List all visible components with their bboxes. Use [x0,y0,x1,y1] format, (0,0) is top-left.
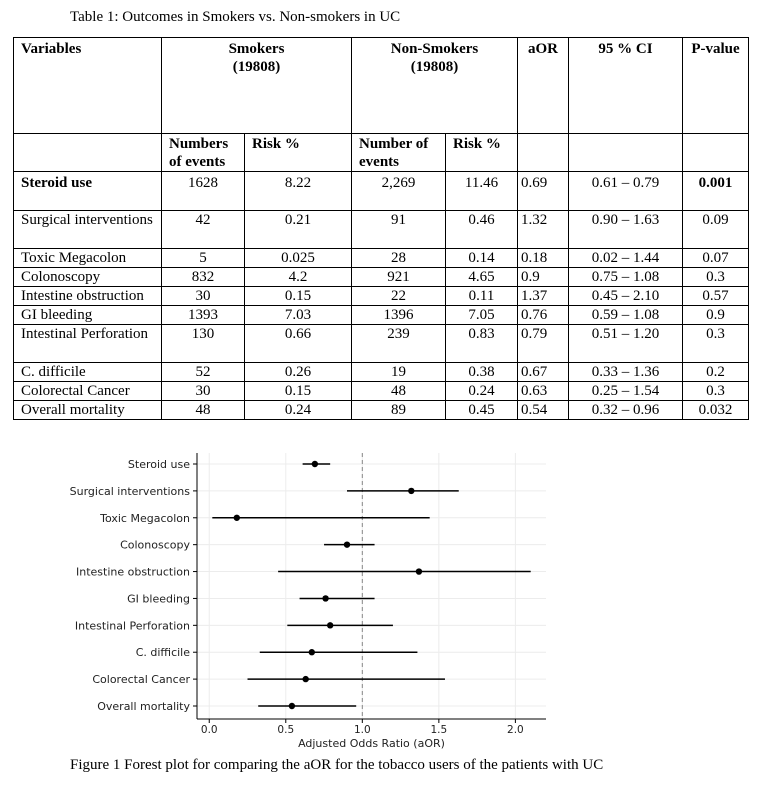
cell-smokers-risk: 4.2 [245,268,352,287]
y-tick-label: Toxic Megacolon [100,511,190,525]
subheader-empty [683,134,749,172]
cell-aor: 0.76 [518,306,569,325]
cell-ci: 0.33 – 1.36 [569,363,683,382]
x-axis-label: Adjusted Odds Ratio (aOR) [298,737,445,750]
cell-nonsmokers-risk: 0.11 [446,287,518,306]
header-aor: aOR [518,38,569,134]
cell-nonsmokers-risk: 0.83 [446,325,518,363]
cell-aor: 0.69 [518,172,569,211]
cell-nonsmokers-events: 2,269 [352,172,446,211]
table-row [14,249,749,268]
cell-variable: Overall mortality [14,401,162,420]
cell-nonsmokers-events: 239 [352,325,446,363]
y-tick-label: Colorectal Cancer [92,673,190,687]
cell-smokers-risk: 0.15 [245,382,352,401]
table-row [14,363,749,382]
cell-nonsmokers-events: 19 [352,363,446,382]
subheader-empty [569,134,683,172]
cell-pvalue: 0.2 [683,363,749,382]
cell-ci: 0.90 – 1.63 [569,211,683,249]
y-tick-label: Surgical interventions [69,484,190,498]
cell-pvalue: 0.032 [683,401,749,420]
cell-smokers-risk: 0.025 [245,249,352,268]
y-tick-label: Steroid use [127,458,190,471]
cell-smokers-events: 5 [162,249,245,268]
aor-point [312,461,318,467]
y-tick-label: GI bleeding [127,592,190,606]
cell-smokers-events: 30 [162,287,245,306]
cell-aor: 0.79 [518,325,569,363]
table-row [14,268,749,287]
cell-variable: GI bleeding [14,306,162,325]
aor-point [408,488,414,494]
header-smokers [162,38,352,134]
aor-point [416,568,422,574]
aor-point [289,703,295,709]
cell-smokers-events: 52 [162,363,245,382]
cell-pvalue: 0.3 [683,382,749,401]
aor-point [309,649,315,655]
x-tick-label: 0.5 [277,724,295,736]
cell-smokers-risk: 0.66 [245,325,352,363]
y-tick-label: C. difficile [135,646,190,660]
cell-aor: 1.37 [518,287,569,306]
cell-ci: 0.61 – 0.79 [569,172,683,211]
cell-nonsmokers-events: 48 [352,382,446,401]
cell-ci: 0.59 – 1.08 [569,306,683,325]
table-row [14,172,749,211]
cell-smokers-events: 832 [162,268,245,287]
header-pvalue: P-value [683,38,749,134]
cell-ci: 0.45 – 2.10 [569,287,683,306]
cell-ci: 0.25 – 1.54 [569,382,683,401]
x-tick-label: 1.5 [430,724,448,736]
cell-nonsmokers-events: 89 [352,401,446,420]
table-row [14,382,749,401]
aor-point [234,515,240,521]
cell-smokers-events: 1628 [162,172,245,211]
cell-aor: 1.32 [518,211,569,249]
table-row [14,325,749,363]
table-row [14,401,749,420]
cell-pvalue: 0.07 [683,249,749,268]
subheader-smokers-events: Numbers of events [162,134,245,172]
cell-ci: 0.51 – 1.20 [569,325,683,363]
cell-smokers-risk: 8.22 [245,172,352,211]
subheader-nonsmokers-risk: Risk % [446,134,518,172]
cell-smokers-risk: 0.24 [245,401,352,420]
cell-variable: Steroid use [14,172,162,211]
cell-pvalue: 0.09 [683,211,749,249]
cell-smokers-events: 130 [162,325,245,363]
x-tick-label: 1.0 [353,724,371,736]
cell-nonsmokers-events: 28 [352,249,446,268]
y-tick-label: Colonoscopy [120,538,190,552]
cell-nonsmokers-events: 1396 [352,306,446,325]
cell-nonsmokers-events: 921 [352,268,446,287]
x-tick-label: 2.0 [507,724,524,736]
cell-aor: 0.67 [518,363,569,382]
table-header-row [14,38,749,134]
cell-smokers-events: 30 [162,382,245,401]
table-subheader-row [14,134,749,172]
cell-nonsmokers-risk: 7.05 [446,306,518,325]
y-tick-label: Overall mortality [97,700,190,713]
header-ci: 95 % CI [569,38,683,134]
aor-point [322,595,328,601]
cell-ci: 0.02 – 1.44 [569,249,683,268]
cell-smokers-risk: 7.03 [245,306,352,325]
cell-smokers-events: 48 [162,401,245,420]
cell-smokers-risk: 0.21 [245,211,352,249]
cell-pvalue: 0.9 [683,306,749,325]
header-smokers-count: (19808) [232,59,281,75]
cell-nonsmokers-risk: 0.46 [446,211,518,249]
cell-nonsmokers-risk: 0.38 [446,363,518,382]
header-variables: Variables [14,38,162,134]
cell-pvalue: 0.57 [683,287,749,306]
cell-nonsmokers-risk: 0.45 [446,401,518,420]
cell-nonsmokers-events: 91 [352,211,446,249]
forest-plot [0,440,757,752]
cell-nonsmokers-risk: 0.14 [446,249,518,268]
cell-variable: Intestinal Perforation [14,325,162,363]
y-tick-label: Intestine obstruction [75,565,190,579]
cell-aor: 0.9 [518,268,569,287]
figure-caption: Figure 1 Forest plot for comparing the aOR for the tobacco users of the patients with UC [70,757,604,773]
outcomes-table [13,37,749,420]
cell-nonsmokers-risk: 11.46 [446,172,518,211]
cell-smokers-events: 42 [162,211,245,249]
cell-variable: Colonoscopy [14,268,162,287]
x-tick-label: 0.0 [200,724,218,736]
aor-point [302,676,308,682]
table-row [14,287,749,306]
subheader-empty [14,134,162,172]
subheader-nonsmokers-events: Number of events [352,134,446,172]
cell-variable: Toxic Megacolon [14,249,162,268]
table-row [14,211,749,249]
cell-nonsmokers-risk: 0.24 [446,382,518,401]
cell-variable: C. difficile [14,363,162,382]
cell-smokers-events: 1393 [162,306,245,325]
y-tick-label: Intestinal Perforation [74,619,190,633]
table-caption: Table 1: Outcomes in Smokers vs. Non-smokers in UC [70,9,401,25]
table-row [14,306,749,325]
cell-variable: Colorectal Cancer [14,382,162,401]
subheader-smokers-risk: Risk % [245,134,352,172]
cell-ci: 0.75 – 1.08 [569,268,683,287]
cell-pvalue: 0.3 [683,268,749,287]
cell-aor: 0.63 [518,382,569,401]
cell-pvalue: 0.3 [683,325,749,363]
aor-point [344,541,350,547]
cell-variable: Surgical interventions [14,211,162,249]
header-nonsmokers-count: (19808) [410,59,459,75]
cell-nonsmokers-events: 22 [352,287,446,306]
header-nonsmokers-label: Non-Smokers [390,41,479,57]
cell-nonsmokers-risk: 4.65 [446,268,518,287]
cell-aor: 0.18 [518,249,569,268]
subheader-empty [518,134,569,172]
cell-smokers-risk: 0.15 [245,287,352,306]
aor-point [327,622,333,628]
cell-aor: 0.54 [518,401,569,420]
header-smokers-label: Smokers [228,41,285,57]
cell-variable: Intestine obstruction [14,287,162,306]
header-nonsmokers [352,38,518,134]
cell-ci: 0.32 – 0.96 [569,401,683,420]
cell-pvalue: 0.001 [683,172,749,211]
cell-smokers-risk: 0.26 [245,363,352,382]
